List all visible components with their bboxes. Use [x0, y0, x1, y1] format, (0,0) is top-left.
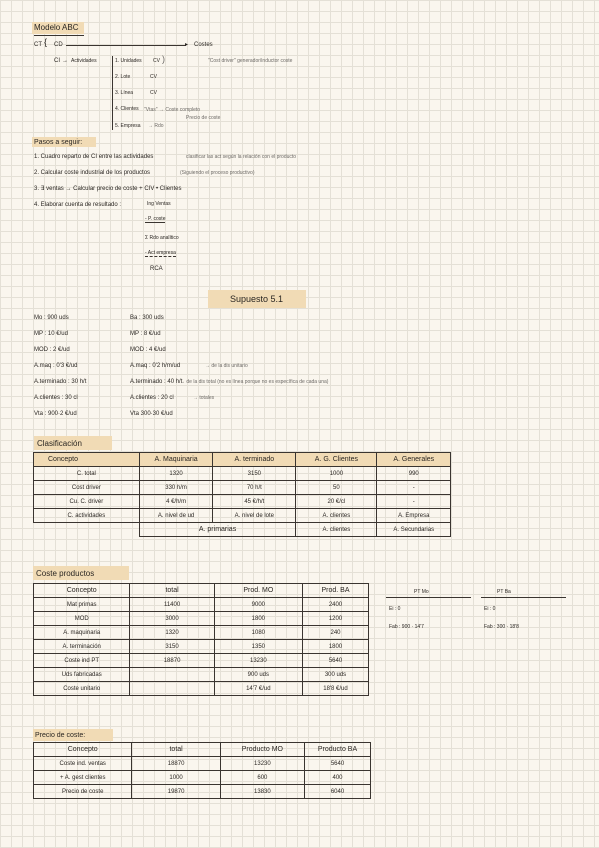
cell: 70 h/t: [213, 481, 296, 495]
col-header: A. Maquinaria: [139, 453, 213, 467]
table-header-row: [34, 453, 451, 467]
sup-right-1: MP : 8 €/ud: [130, 331, 161, 337]
cell: 45 €/h/t: [213, 495, 296, 509]
cell: 1320: [130, 626, 214, 640]
cell: 4 €/h/m: [139, 495, 213, 509]
precio-coste-table: [33, 742, 371, 799]
cell: A. Empresa: [377, 509, 451, 523]
sup-left-3: A.maq : 0'3 €/ud: [34, 363, 78, 369]
table-row: [34, 785, 371, 799]
cv-1: CV: [153, 58, 160, 64]
cell: C. total: [34, 467, 140, 481]
cell: 600: [220, 771, 304, 785]
cell: 6040: [305, 785, 371, 799]
sup-left-4: A.terminado : 30 h/t: [34, 379, 87, 385]
cell: 300 uds: [303, 668, 369, 682]
actividades-label: Actividades: [71, 58, 97, 64]
col-header: A. Generales: [377, 453, 451, 467]
cell: 9000: [214, 598, 302, 612]
table-header-row: [34, 743, 371, 757]
col-header: Concepto: [34, 453, 140, 467]
cell-empty: [34, 523, 140, 537]
cell: 14'7 €/ud: [214, 682, 302, 696]
arrow-icon: →: [62, 58, 68, 64]
ct-label: CT: [34, 42, 42, 48]
cuenta-3: Σ Rdo analítico: [145, 235, 179, 241]
cuenta-2: - P. coste: [145, 216, 166, 222]
table-row: [34, 654, 369, 668]
cell: A. terminación: [34, 640, 130, 654]
pasos-title: Pasos a seguir:: [34, 139, 83, 146]
cell: 19870: [132, 785, 220, 799]
table-footer-row: [34, 523, 451, 537]
costes-label: Costes: [194, 42, 213, 48]
footer-primarias: A. primarias: [139, 523, 296, 537]
paso-2: 2. Calcular coste industrial de los productos: [34, 170, 151, 176]
cv-bracket: ): [162, 54, 165, 64]
cell: 990: [377, 467, 451, 481]
cell: 50: [296, 481, 377, 495]
table-row: [34, 467, 451, 481]
level-3: 3. Línea: [115, 90, 134, 96]
table-row: [34, 771, 371, 785]
cell: 1000: [132, 771, 220, 785]
cell: -: [377, 481, 451, 495]
cell: A. maquinaria: [34, 626, 130, 640]
cell: [130, 682, 214, 696]
level-5: 5. Empresa: [115, 123, 141, 129]
cell: 5640: [305, 757, 371, 771]
precio-note: Precio de coste: [186, 115, 221, 121]
sup-note-2: → totales: [193, 395, 215, 401]
paso-4: 4. Elaborar cuenta de resultado :: [34, 202, 122, 208]
pt-mo-label: PT Mo: [414, 589, 429, 595]
cell: 3150: [130, 640, 214, 654]
cell: 1350: [214, 640, 302, 654]
cell: 13230: [220, 757, 304, 771]
cell: C. actividades: [34, 509, 140, 523]
footer-secundarias: A. Secundarias: [377, 523, 451, 537]
table-row: [34, 495, 451, 509]
brace: {: [44, 37, 48, 47]
col-header: Prod. BA: [303, 584, 369, 598]
table-row: [34, 668, 369, 682]
cell: Cu. C. driver: [34, 495, 140, 509]
sup-note-0: → de la dis unitario: [205, 363, 248, 369]
precio-coste-title: Precio de coste:: [35, 732, 86, 739]
sup-left-6: Vta : 900·2 €/ud: [34, 411, 77, 417]
cuenta-5: RCA: [150, 266, 163, 272]
fab-ba: Fab : 300 · 18'8: [484, 624, 519, 630]
sup-left-0: Mo : 900 uds: [34, 315, 69, 321]
cell: 2400: [303, 598, 369, 612]
supuesto-title: Supuesto 5.1: [230, 294, 284, 304]
cell: 3000: [130, 612, 214, 626]
col-header: Producto BA: [305, 743, 371, 757]
cd-label: CD: [54, 42, 63, 48]
cell: 20 €/cl: [296, 495, 377, 509]
ei-mo: Ei : 0: [389, 606, 401, 612]
cell: 13230: [214, 654, 302, 668]
table-header-row: [34, 584, 369, 598]
paso-1: 1. Cuadro reparto de CI entre las actividades: [34, 154, 154, 160]
cell: Cost driver: [34, 481, 140, 495]
ci-label: CI: [54, 58, 60, 64]
footer-clientes: A. clientes: [296, 523, 377, 537]
cuenta-1: Ing Ventas: [147, 201, 171, 207]
cell: Coste ind PT: [34, 654, 130, 668]
sup-left-2: MOD : 2 €/ud: [34, 347, 70, 353]
table-row: [34, 598, 369, 612]
level-1: 1. Unidades: [115, 58, 142, 64]
cell: 1800: [214, 612, 302, 626]
cell: Precio de coste: [34, 785, 132, 799]
sup-right-5: A.clientes : 20 cl: [130, 395, 174, 401]
clasificacion-table: [33, 452, 451, 537]
paso-1-note: clasificar las act según la relación con el producto: [186, 154, 297, 160]
cost-driver-note: "Cost driver" generador/inductor coste: [208, 58, 293, 64]
title-underline: [34, 35, 84, 36]
col-header: Concepto: [34, 743, 132, 757]
cell: 13830: [220, 785, 304, 799]
cell: 11400: [130, 598, 214, 612]
clientes-note: "Vtas" → Coste completo: [144, 107, 201, 113]
cv-3: CV: [150, 90, 157, 96]
coste-productos-title: Coste productos: [36, 569, 95, 578]
cell: 1000: [296, 467, 377, 481]
table-row: [34, 757, 371, 771]
level-2: 2. Lote: [115, 74, 131, 80]
cell: 18870: [132, 757, 220, 771]
cuenta-4: - Act empresa: [145, 250, 176, 256]
cell: 1200: [303, 612, 369, 626]
sup-left-5: A.clientes : 30 cl: [34, 395, 78, 401]
sup-note-1: → de la dis total (no es línea porque no es específica de cada una): [180, 379, 329, 385]
sup-right-4: A.terminado : 40 h/t: [130, 379, 183, 385]
clasificacion-title: Clasificación: [37, 439, 82, 448]
table-row: [34, 626, 369, 640]
cell: 240: [303, 626, 369, 640]
level-4: 4. Clientes: [115, 106, 139, 112]
cell: -: [377, 495, 451, 509]
cell: Uds fabricadas: [34, 668, 130, 682]
cell: 900 uds: [214, 668, 302, 682]
sup-right-2: MOD : 4 €/ud: [130, 347, 166, 353]
table-row: [34, 640, 369, 654]
sup-right-3: A.maq : 0'2 h/m/ud: [130, 363, 181, 369]
pt-ba-label: PT Ba: [497, 589, 511, 595]
cell: 400: [305, 771, 371, 785]
ei-ba: Ei : 0: [484, 606, 496, 612]
cell: A. clientes: [296, 509, 377, 523]
cv-2: CV: [150, 74, 157, 80]
cell: Coste unitario: [34, 682, 130, 696]
col-header: Prod. MO: [214, 584, 302, 598]
cell: 3150: [213, 467, 296, 481]
cell: A. nivel de ud: [139, 509, 213, 523]
sup-right-0: Ba : 300 uds: [130, 315, 164, 321]
empresa-note: → Rdo: [148, 123, 164, 129]
t-account-mo: [386, 597, 471, 598]
table-row: [34, 612, 369, 626]
cell: 1320: [139, 467, 213, 481]
fab-mo: Fab : 900 · 14'7: [389, 624, 424, 630]
paso-3: 3. ∃ ventas → Calcular precio de coste + CIV • Clientes: [34, 186, 182, 192]
modelo-title: Modelo ABC: [34, 23, 79, 32]
arrow-head: ▸: [185, 42, 189, 48]
coste-productos-table: [33, 583, 369, 696]
col-header: Concepto: [34, 584, 130, 598]
table-row: [34, 481, 451, 495]
col-header: A. G. Clientes: [296, 453, 377, 467]
col-header: A. terminado: [213, 453, 296, 467]
col-header: total: [132, 743, 220, 757]
cell: Coste ind. ventas: [34, 757, 132, 771]
table-row: [34, 509, 451, 523]
cell: [130, 668, 214, 682]
cell: + A. gest clientes: [34, 771, 132, 785]
sup-right-6: Vta 300·30 €/ud: [130, 411, 173, 417]
cell: 330 h/m: [139, 481, 213, 495]
cell: A. nivel de lote: [213, 509, 296, 523]
col-header: Producto MO: [220, 743, 304, 757]
paso-2-note: (Siguiendo el proceso productivo): [180, 170, 255, 176]
cd-arrow: [66, 45, 186, 46]
cell: 1800: [303, 640, 369, 654]
t-account-ba: [481, 597, 566, 598]
cell: 18870: [130, 654, 214, 668]
cell: 5640: [303, 654, 369, 668]
cell: MOD: [34, 612, 130, 626]
cell: 1080: [214, 626, 302, 640]
col-header: total: [130, 584, 214, 598]
sup-left-1: MP : 10 €/ud: [34, 331, 68, 337]
levels-bracket: [112, 56, 113, 130]
cell: 18'8 €/ud: [303, 682, 369, 696]
table-row: [34, 682, 369, 696]
cell: Mat primas: [34, 598, 130, 612]
